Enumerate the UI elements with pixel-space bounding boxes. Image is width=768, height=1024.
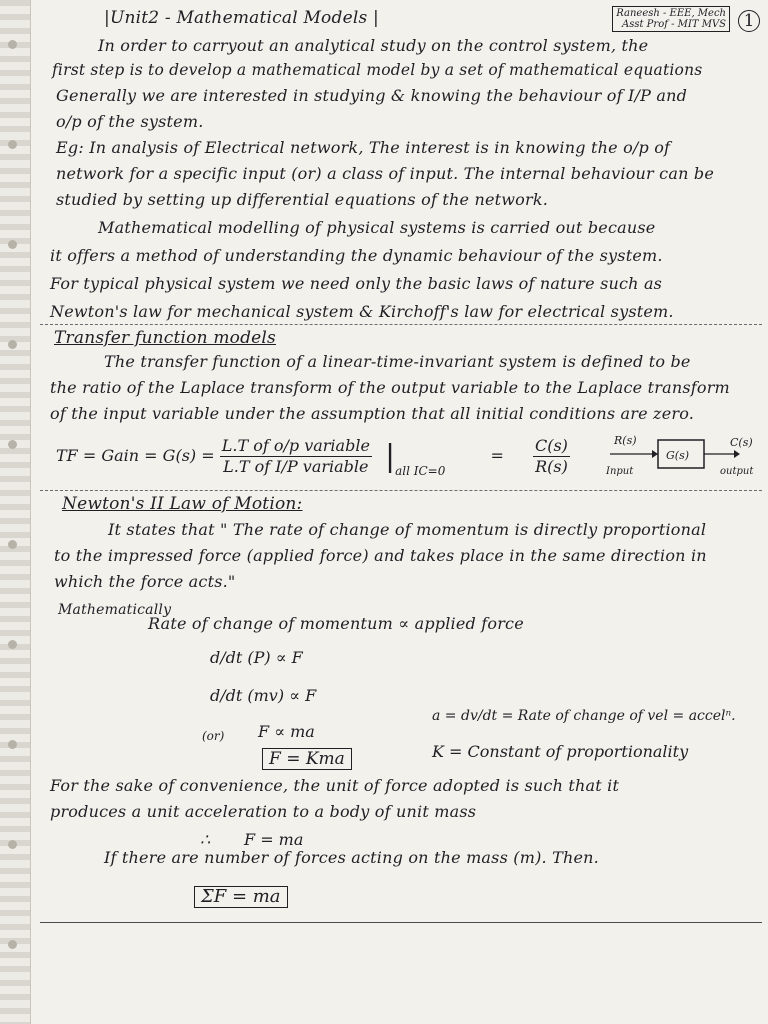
tf-heading: Transfer function models bbox=[54, 328, 276, 348]
block-output-symbol: C(s) bbox=[730, 436, 753, 449]
author-tag-line2: Asst Prof - MIT MVS bbox=[622, 19, 726, 30]
binding-hole bbox=[8, 240, 17, 249]
binding-edge bbox=[0, 0, 31, 1024]
output-arrowhead bbox=[734, 450, 740, 458]
convenience-line: produces a unit acceleration to a body of unit mass bbox=[50, 802, 477, 821]
binding-hole bbox=[8, 840, 17, 849]
intro-line: it offers a method of understanding the dynamic behaviour of the system. bbox=[50, 246, 663, 265]
intro-line: Mathematical modelling of physical systems is carried out because bbox=[98, 218, 656, 237]
newton-line: It states that " The rate of change of momentum is directly proportional bbox=[108, 520, 707, 539]
intro-line: For typical physical system we need only the basic laws of nature such as bbox=[50, 274, 663, 293]
k-definition: K = Constant of proportionality bbox=[432, 742, 689, 761]
page-number: 1 bbox=[738, 10, 760, 32]
author-tag bbox=[612, 6, 730, 32]
intro-line: o/p of the system. bbox=[56, 112, 204, 131]
convenience-line: For the sake of convenience, the unit of force adopted is such that it bbox=[50, 776, 620, 795]
tf-line: The transfer function of a linear-time-invariant system is defined to be bbox=[104, 352, 691, 371]
block-diagram bbox=[604, 432, 764, 478]
evaluation-bar: | bbox=[385, 438, 396, 474]
rate-statement: Rate of change of momentum ∝ applied force bbox=[148, 614, 524, 633]
boxed-sum-f-ma: ΣF = ma bbox=[194, 886, 288, 908]
tf-denominator: L.T of I/P variable bbox=[223, 457, 369, 476]
binding-hole bbox=[8, 640, 17, 649]
forces-line: If there are number of forces acting on the mass (m). Then. bbox=[104, 848, 599, 867]
momentum-equation: d/dt (P) ∝ F bbox=[210, 648, 303, 667]
binding-hole bbox=[8, 440, 17, 449]
unit-title: |Unit2 - Mathematical Models | bbox=[104, 8, 379, 28]
tf-line: of the input variable under the assumption that all initial conditions are zero. bbox=[50, 404, 695, 423]
tf-condition: all IC=0 bbox=[395, 464, 446, 478]
mv-equation: d/dt (mv) ∝ F bbox=[210, 686, 317, 705]
intro-line: Newton's law for mechanical system & Kirchoff's law for electrical system. bbox=[50, 302, 674, 321]
binding-hole bbox=[8, 140, 17, 149]
f-equals-ma: F = ma bbox=[244, 830, 304, 849]
or-label: (or) bbox=[202, 729, 225, 743]
tf-eq-lhs: TF = Gain = G(s) = bbox=[56, 446, 215, 465]
binding-hole bbox=[8, 40, 17, 49]
block-input-label: Input bbox=[606, 466, 634, 477]
transfer-function-equation bbox=[56, 436, 570, 481]
newton-line: to the impressed force (applied force) and takes place in the same direction in bbox=[54, 546, 707, 565]
intro-line: network for a specific input (or) a class of input. The internal behaviour can be bbox=[56, 164, 714, 183]
section-divider bbox=[40, 490, 762, 491]
intro-line: first step is to develop a mathematical model by a set of mathematical equations bbox=[52, 61, 703, 79]
binding-hole bbox=[8, 340, 17, 349]
intro-line: Generally we are interested in studying & knowing the behaviour of I/P and bbox=[56, 86, 688, 105]
input-arrowhead bbox=[652, 450, 658, 458]
tf-ratio-num: C(s) bbox=[534, 436, 568, 455]
intro-line: In order to carryout an analytical study on the control system, the bbox=[98, 36, 649, 55]
tf-line: the ratio of the Laplace transform of the output variable to the Laplace transform bbox=[50, 378, 730, 397]
newton-line: which the force acts." bbox=[54, 572, 236, 591]
f-proportional-ma: F ∝ ma bbox=[258, 722, 315, 741]
mathematically-label: Mathematically bbox=[58, 602, 172, 618]
boxed-f-kma: F = Kma bbox=[262, 748, 352, 770]
binding-hole bbox=[8, 540, 17, 549]
intro-line: Eg: In analysis of Electrical network, The interest is in knowing the o/p of bbox=[56, 138, 671, 157]
tf-ratio bbox=[533, 436, 570, 477]
binding-hole bbox=[8, 940, 17, 949]
bottom-rule bbox=[40, 922, 762, 923]
tf-fraction bbox=[220, 436, 372, 477]
block-input-symbol: R(s) bbox=[614, 434, 637, 447]
tf-ratio-den: R(s) bbox=[535, 457, 568, 476]
acceleration-definition: a = dv/dt = Rate of change of vel = accelⁿ. bbox=[432, 708, 736, 724]
author-tag-line1: Raneesh - EEE, Mech bbox=[616, 8, 726, 19]
block-gain-label: G(s) bbox=[666, 449, 690, 462]
tf-numerator: L.T of o/p variable bbox=[221, 436, 370, 455]
tf-equals: = bbox=[490, 446, 504, 465]
section-divider bbox=[40, 324, 762, 325]
intro-line: studied by setting up differential equations of the network. bbox=[56, 190, 548, 209]
block-output-label: output bbox=[720, 466, 754, 477]
binding-hole bbox=[8, 740, 17, 749]
newton-heading: Newton's II Law of Motion: bbox=[62, 494, 303, 514]
therefore-symbol: ∴ bbox=[200, 830, 211, 849]
